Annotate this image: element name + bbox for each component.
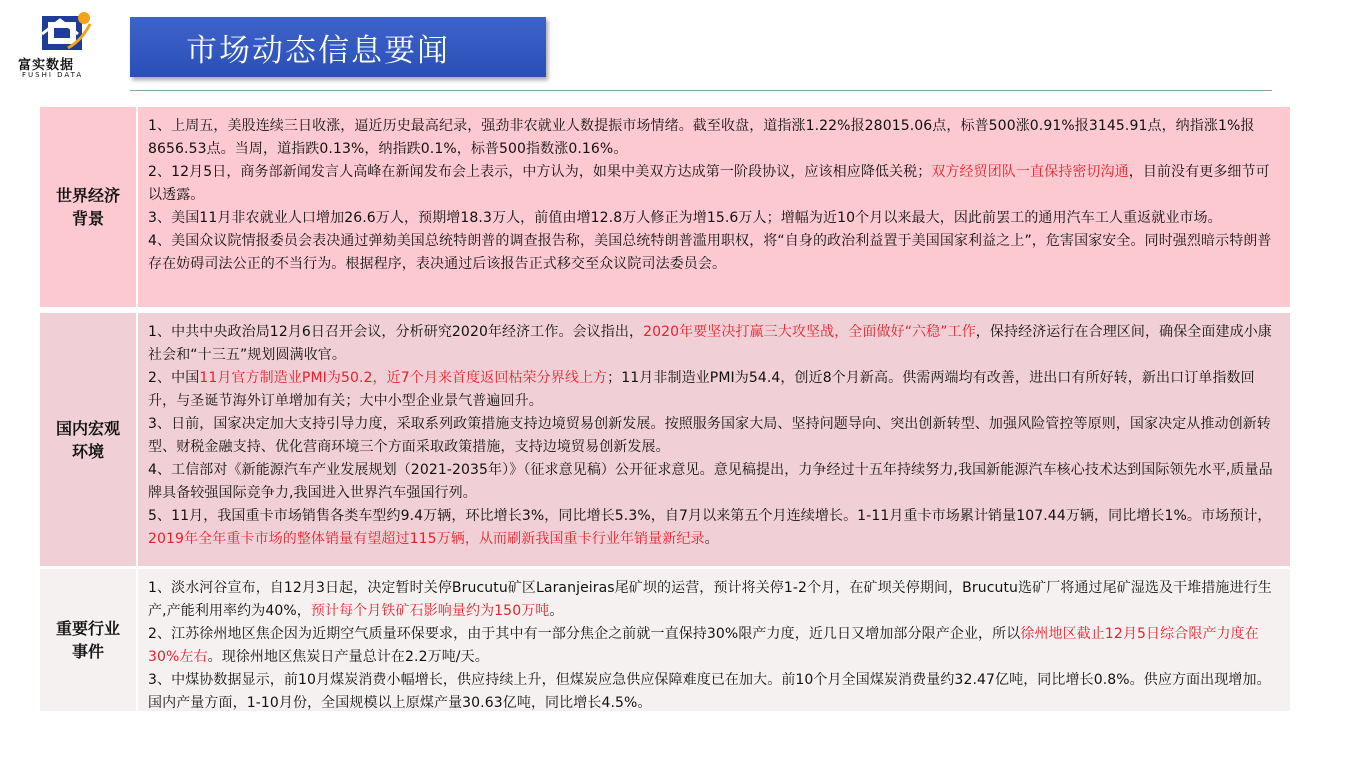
section-label-line2: 环境 xyxy=(71,441,104,461)
news-highlight: 2019年全年重卡市场的整体销量有望超过115万辆，从而刷新我国重卡行业年销量新纪录 xyxy=(148,531,705,547)
section-content xyxy=(138,313,1290,566)
news-text: ；11月非制造业PMI为54.4，创近8个月新高。供需两端均有改善，进出口有所好转，新出口订单指数回升，与圣诞节海外订单增加有关；大中小型企业景气普遍回升。 xyxy=(148,370,1255,409)
logo-name-cn: 富实数据 xyxy=(18,58,75,73)
logo-name-en: FUSHI DATA xyxy=(22,71,84,79)
news-item xyxy=(148,115,1280,161)
title-banner xyxy=(130,17,546,77)
section-content xyxy=(138,107,1290,307)
news-item xyxy=(148,669,1280,715)
news-highlight: 双方经贸团队一直保持密切沟通 xyxy=(931,164,1129,180)
section-label xyxy=(40,569,136,711)
news-text: 3、日前，国家决定加大支持引导力度，采取系列政策措施支持边境贸易创新发展。按照服务国家大局、坚持问题导向、突出创新转型、加强风险管控等原则，国家决定从推动创新转型、财税金融支持、优化营商环境三个方面采取政策措施，支持边境贸易创新发展。 xyxy=(148,416,1271,455)
news-item xyxy=(148,161,1280,207)
news-item xyxy=(148,505,1280,551)
section-label-line2: 背景 xyxy=(71,209,104,228)
fushi-logo-icon xyxy=(38,10,94,56)
news-item xyxy=(148,413,1280,459)
news-item xyxy=(148,623,1280,669)
section-label-line1: 国内宏观 xyxy=(55,418,120,438)
news-text: 3、中煤协数据显示，前10月煤炭消费小幅增长，供应持续上升，但煤炭应急供应保障难度已在加大。前10个月全国煤炭消费量约32.47亿吨，同比增长0.8%。供应方面出现增加。国内产量方面，1-10月份，全国规模以上原煤产量30.63亿吨，同比增长4.5%。 xyxy=(148,672,1271,711)
section-label-line1: 重要行业 xyxy=(55,619,120,638)
news-text: 4、工信部对《新能源汽车产业发展规划（2021-2035年）》（征求意见稿）公开征求意见。意见稿提出，力争经过十五年持续努力,我国新能源汽车核心技术达到国际领先水平,质量品牌具备较强国际竞争力,我国进入世界汽车强国行列。 xyxy=(148,462,1273,501)
section-world-economy xyxy=(40,107,1290,307)
page-title: 市场动态信息要闻 xyxy=(186,33,450,69)
section-label-line1: 世界经济 xyxy=(55,186,120,205)
news-item xyxy=(148,459,1280,505)
header-divider xyxy=(130,90,1272,91)
news-item xyxy=(148,207,1280,230)
news-text: ，目前没有更多细节可以透露。 xyxy=(148,164,1270,203)
news-text: 。 xyxy=(704,531,719,547)
news-text: ，保持经济运行在合理区间，确保全面建成小康社会和“十三五”规划圆满收官。 xyxy=(148,324,1272,363)
news-highlight: 预计每个月铁矿石影响量约为150万吨 xyxy=(310,603,550,619)
news-item xyxy=(148,321,1280,367)
news-text: 4、美国众议院情报委员会表决通过弹劾美国总统特朗普的调查报告称，美国总统特朗普滥用职权，将“自身的政治利益置于美国国家利益之上”，危害国家安全。同时强烈暗示特朗普存在妨碍司法公正的不当行为。根据程序，表决通过后该报告正式移交至众议院司法委员会。 xyxy=(148,233,1272,272)
news-text: 2、江苏徐州地区焦企因为近期空气质量环保要求，由于其中有一部分焦企之前就一直保持30%限产力度，近几日又增加部分限产企业，所以 xyxy=(148,626,1021,642)
news-text: 2、12月5日，商务部新闻发言人高峰在新闻发布会上表示，中方认为，如果中美双方达成第一阶段协议，应该相应降低关税； xyxy=(148,164,932,180)
section-label xyxy=(40,313,136,566)
section-content xyxy=(138,569,1290,711)
news-text: 1、淡水河谷宣布，自12月3日起，决定暂时关停Brucutu矿区Laranjeiras尾矿坝的运营，预计将关停1-2个月，在矿坝关停期间，Brucutu选矿厂将通过尾矿湿选及干堆措施进行生产,产能利用率约为40%， xyxy=(148,580,1272,619)
news-highlight: 2020年要坚决打赢三大攻坚战，全面做好“六稳”工作 xyxy=(643,324,976,340)
news-item xyxy=(148,577,1280,623)
news-text: 1、上周五，美股连续三日收涨，逼近历史最高纪录，强劲非农就业人数提振市场情绪。截至收盘，道指涨1.22%报28015.06点，标普500涨0.91%报3145.91点，纳指涨1%报8656.53点。当周，道指跌0.13%，纳指跌0.1%，标普500指数涨0.16%。 xyxy=(148,118,1255,157)
news-highlight: 11月官方制造业PMI为50.2，近7个月来首度返回枯荣分界线上方 xyxy=(199,370,608,386)
fushi-data-logo xyxy=(14,10,124,79)
news-text: 1、中共中央政治局12月6日召开会议，分析研究2020年经济工作。会议指出， xyxy=(148,324,644,340)
news-highlight: 徐州地区截止12月5日综合限产力度在30%左右 xyxy=(148,626,1259,665)
section-label-line2: 事件 xyxy=(71,642,104,661)
section-industry-events xyxy=(40,569,1290,711)
news-text: 5、11月，我国重卡市场销售各类车型约9.4万辆，环比增长3%，同比增长5.3%，自7月以来第五个月连续增长。1-11月重卡市场累计销量107.44万辆，同比增长1%。市场预计， xyxy=(148,508,1272,524)
news-item xyxy=(148,230,1280,276)
news-text: 3、美国11月非农就业人口增加26.6万人，预期增18.3万人，前值由增12.8万人修正为增15.6万人；增幅为近10个月以来最大，因此前罢工的通用汽车工人重返就业市场。 xyxy=(148,210,1222,226)
news-text: 2、中国 xyxy=(148,370,200,386)
news-text: 。 xyxy=(549,603,564,619)
news-text: 。现徐州地区焦炭日产量总计在2.2万吨/天。 xyxy=(207,649,489,665)
section-domestic-macro xyxy=(40,313,1290,566)
section-label xyxy=(40,107,136,307)
news-item xyxy=(148,367,1280,413)
